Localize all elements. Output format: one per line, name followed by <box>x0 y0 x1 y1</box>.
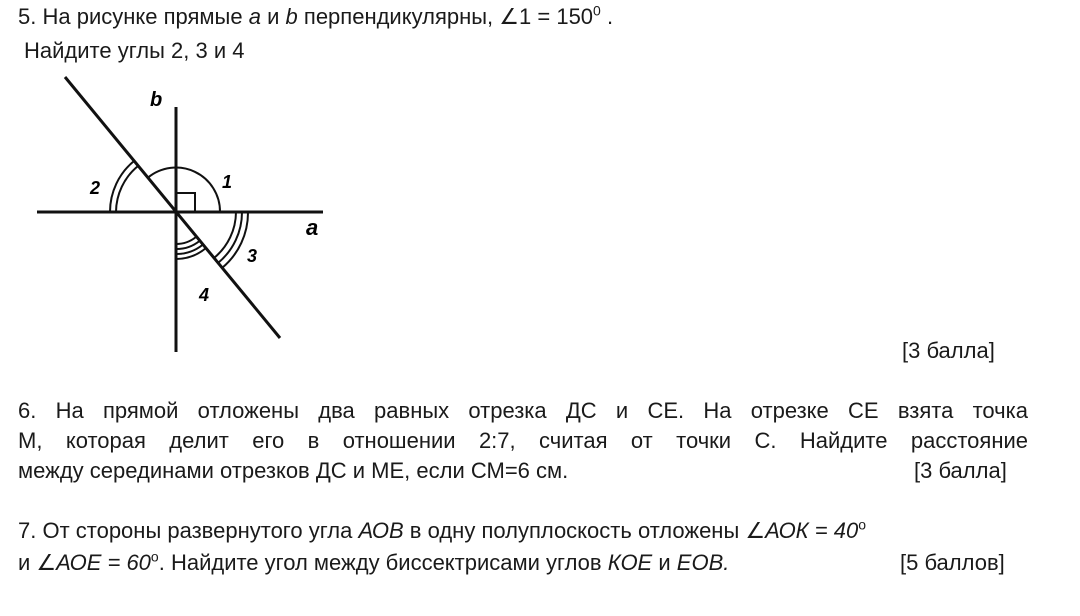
problem5-line2: Найдите углы 2, 3 и 4 <box>24 38 245 63</box>
problem7-and: и <box>18 550 31 575</box>
problem7-line1 <box>18 518 866 544</box>
problem7-and2: и <box>658 550 671 575</box>
perpendicular-lines-figure <box>30 72 350 372</box>
problem5-var-a: a <box>248 4 261 29</box>
problem7-deg1: о <box>858 516 866 533</box>
problem5-text: На рисунке прямые <box>42 4 243 29</box>
problem5-end: . <box>606 4 614 29</box>
problem7-angle-aok: ∠АОК = 40 <box>745 518 859 543</box>
problem6-line3: между серединами отрезков ДС и МЕ, если СМ=6 см. <box>18 458 569 483</box>
label-angle4: 4 <box>199 285 210 305</box>
problem7-line2 <box>18 550 729 576</box>
problem7-text-b: в одну полуплоскость отложены <box>409 518 740 543</box>
problem7-var-aob: АОВ <box>358 518 404 543</box>
problem7-score: [5 баллов] <box>900 550 1005 575</box>
problem7-text-c: . Найдите угол между биссектрисами углов <box>158 550 602 575</box>
problem5-angle: ∠1 = 150 <box>499 4 594 29</box>
label-angle1: 1 <box>222 172 233 192</box>
label-b: b <box>150 89 163 111</box>
problem7-var-eob: ЕОВ. <box>676 550 730 575</box>
problem5-var-b: b <box>285 4 298 29</box>
problem6-line2: М, которая делит его в отношении 2:7, считая от точки С. Найдите расстояние <box>18 428 1028 453</box>
problem7-deg2: о <box>150 548 159 565</box>
label-angle3: 3 <box>247 246 258 266</box>
angle3-arc-1 <box>214 212 236 258</box>
label-a: a <box>306 215 319 240</box>
label-angle2: 2 <box>90 178 101 198</box>
problem5-perp: перпендикулярны, <box>303 4 494 29</box>
problem7-text-a: 7. От стороны развернутого угла <box>18 518 353 543</box>
right-angle-mark <box>176 193 195 212</box>
problem7-var-koe: КОЕ <box>607 550 653 575</box>
line-diagonal <box>65 77 280 338</box>
problem5-deg: 0 <box>593 2 601 19</box>
problem7-angle-aoe: ∠АОЕ = 60 <box>36 550 151 575</box>
problem6-line1: 6. На прямой отложены два равных отрезка ДС и СЕ. На отрезке СЕ взята точка <box>18 398 1028 423</box>
problem5-score: [3 балла] <box>902 338 995 363</box>
problem5-line1 <box>18 4 613 30</box>
problem5-number: 5. <box>18 4 37 29</box>
problem6-score: [3 балла] <box>914 458 1007 483</box>
angle4-arc-1 <box>176 237 196 244</box>
angle2-arc-inner <box>116 166 138 212</box>
problem5-and: и <box>267 4 280 29</box>
